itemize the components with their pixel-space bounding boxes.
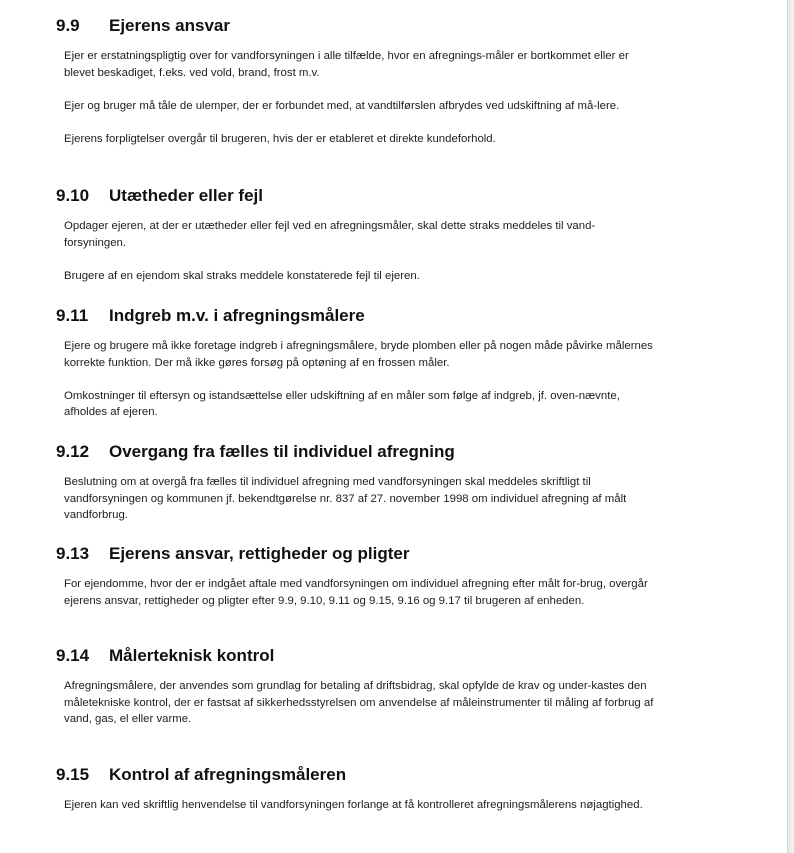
section-9-9 [56,15,656,147]
paragraph: Ejerens forpligtelser overgår til brugeren, hvis der er etableret et direkte kundeforhold. [64,132,496,145]
section-title: Målerteknisk kontrol [109,646,275,665]
section-9-12 [56,441,656,524]
paragraph: Ejer er erstatningspligtig over for vandforsyningen i alle tilfælde, hvor en afregnings-måler er bortkommet eller er blevet beskadiget, f.eks. ved vold, brand, frost m.v. [64,50,629,79]
paragraph: Brugere af en ejendom skal straks meddele konstaterede fejl til ejeren. [64,269,420,282]
section-heading [56,764,656,786]
section-number: 9.10 [56,186,90,205]
section-number: 9.13 [56,544,90,563]
section-heading [56,15,656,37]
paragraph: Opdager ejeren, at der er utætheder eller fejl ved en afregningsmåler, skal dette straks meddeles til vand-forsyningen. [64,220,596,249]
section-number: 9.11 [56,306,89,325]
section-title: Ejerens ansvar, rettigheder og pligter [109,544,410,563]
section-9-13 [56,543,656,609]
section-9-14 [56,645,656,728]
section-9-11 [56,305,656,421]
paragraph: Ejer og bruger må tåle de ulemper, der er forbundet med, at vandtilførslen afbrydes ved udskiftning af må-lere. [64,99,620,112]
paragraph: Beslutning om at overgå fra fælles til individuel afregning med vandforsyningen skal meddeles skriftligt til vandforsyningen og kommunen jf. bekendtgørelse nr. 837 af 27. november 1998 om individuel afregning af målt vandforbrug. [64,476,627,521]
section-number: 9.12 [56,442,90,461]
section-number: 9.15 [56,765,90,784]
section-number: 9.14 [56,646,90,665]
paragraph: Afregningsmålere, der anvendes som grundlag for betaling af driftsbidrag, skal opfylde de krav og under-kastes den måletekniske kontrol, der er fastsat af sikkerhedsstyrelsen om anvendelse af måleinstrumenter til måling af forbrug af vand, gas, el eller varme. [64,680,654,725]
paragraph: Omkostninger til eftersyn og istandsættelse eller udskiftning af en måler som følge af indgreb, jf. oven-nævnte, afholdes af ejeren. [64,389,620,418]
paragraph: For ejendomme, hvor der er indgået aftale med vandforsyningen om individuel afregning efter målt for-brug, overgår ejerens ansvar, rettigheder og pligter efter 9.9, 9.10, 9.11 og 9.15, 9.16 og 9.17 til brugeren af enheden. [64,578,648,607]
section-heading [56,305,656,327]
section-heading [56,441,656,463]
section-title: Overgang fra fælles til individuel afregning [109,442,455,461]
section-title: Ejerens ansvar [109,16,230,35]
section-number: 9.9 [56,16,80,35]
page-edge [787,0,794,853]
section-heading [56,543,656,565]
section-heading [56,645,656,667]
section-9-15 [56,764,656,814]
section-9-10 [56,185,656,284]
paragraph: Ejere og brugere må ikke foretage indgreb i afregningsmålere, bryde plomben eller på nogen måde påvirke målernes korrekte funktion. Der må ikke gøres forsøg på optøning af en frossen måler. [64,340,653,369]
section-title: Utætheder eller fejl [109,186,263,205]
section-title: Indgreb m.v. i afregningsmålere [109,306,365,325]
section-heading [56,185,656,207]
section-title: Kontrol af afregningsmåleren [109,765,347,784]
paragraph: Ejeren kan ved skriftlig henvendelse til vandforsyningen forlange at få kontrolleret afregningsmålerens nøjagtighed. [64,799,643,811]
